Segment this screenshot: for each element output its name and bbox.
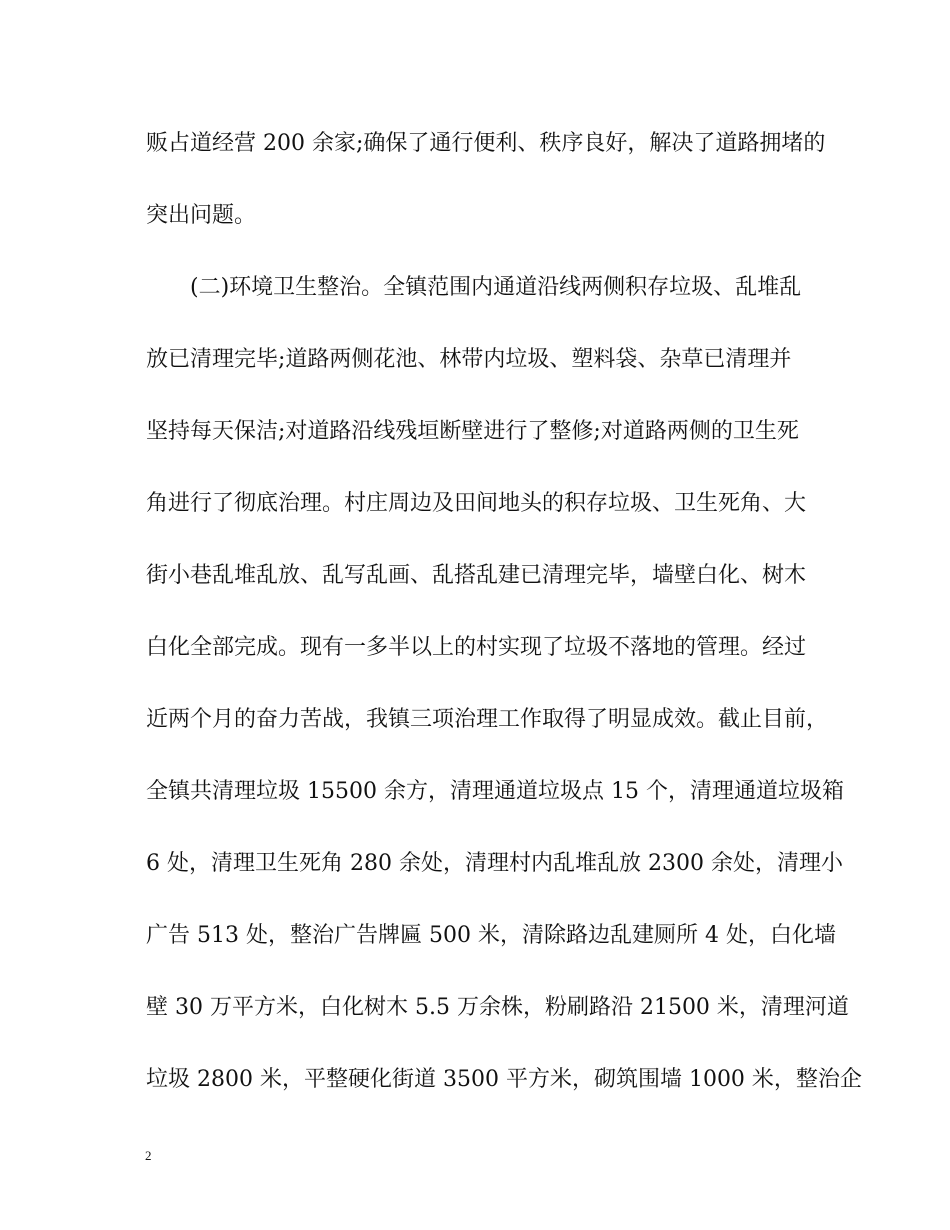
text-line: 白化全部完成。现有一多半以上的村实现了垃圾不落地的管理。经过 [146, 635, 807, 660]
text-line: 放已清理完毕;道路两侧花池、林带内垃圾、塑料袋、杂草已清理并 [146, 347, 792, 372]
page-number: 2 [145, 1148, 152, 1163]
text-line: 坚持每天保洁;对道路沿线残垣断壁进行了整修;对道路两侧的卫生死 [146, 419, 799, 444]
text-line: 街小巷乱堆乱放、乱写乱画、乱搭乱建已清理完毕，墙壁白化、树木 [146, 563, 807, 588]
text-line: 突出问题。 [146, 203, 257, 228]
text-line: 垃圾 2800 米，平整硬化街道 3500 平方米，砌筑围墙 1000 米，整治企 [146, 1067, 862, 1092]
text-line: 贩占道经营 200 余家;确保了通行便利、秩序良好，解决了道路拥堵的 [146, 131, 826, 156]
text-line: 全镇共清理垃圾 15500 余方，清理通道垃圾点 15 个，清理通道垃圾箱 [146, 779, 844, 804]
body-text [146, 124, 862, 1132]
text-line: 广告 513 处，整治广告牌匾 500 米，清除路边乱建厕所 4 处，白化墙 [146, 923, 836, 948]
text-line: 角进行了彻底治理。村庄周边及田间地头的积存垃圾、卫生死角、大 [146, 491, 807, 516]
text-line: 近两个月的奋力苦战，我镇三项治理工作取得了明显成效。截止目前， [146, 707, 829, 732]
text-line: 6 处，清理卫生死角 280 余处，清理村内乱堆乱放 2300 余处，清理小 [146, 851, 843, 876]
text-line: (二)环境卫生整治。全镇范围内通道沿线两侧积存垃圾、乱堆乱 [146, 275, 802, 300]
text-line: 壁 30 万平方米，白化树木 5.5 万余株，粉刷路沿 21500 米，清理河道 [146, 995, 849, 1020]
